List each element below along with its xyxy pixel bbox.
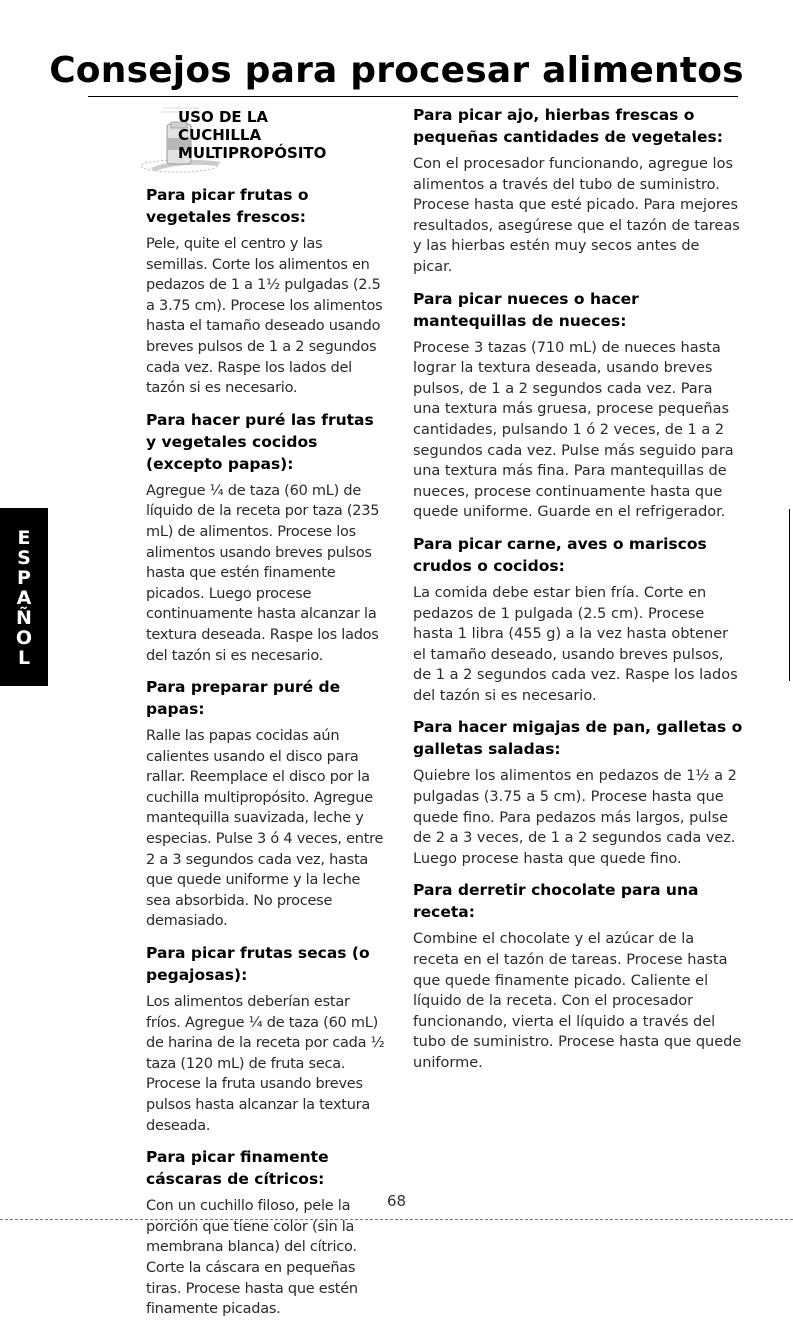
section-heading: Para picar carne, aves o mariscos crudos o cocidos: <box>413 534 707 575</box>
bottom-rule <box>0 1219 793 1220</box>
section-body: Quiebre los alimentos en pedazos de 1½ a 2 pulgadas (3.75 a 5 cm). Procese hasta que quede fino. Para pedazos más largos, pulse de 2 a 3 veces, de 1 a 2 segundos cada vez. Luego procese hasta que quede fino. <box>413 768 737 867</box>
section-body: Combine el chocolate y el azúcar de la receta en el tazón de tareas. Procese hasta que quede finamente picado. Caliente el líquido de la receta. Con el procesador funcionando, vierta el líquido a través del tubo de suministro. Procese hasta que quede uniforme. <box>413 931 742 1071</box>
edge-mark <box>789 509 790 681</box>
section-heading: Para picar nueces o hacer mantequillas de nueces: <box>413 289 639 330</box>
section-heading: Para hacer puré las frutas y vegetales cocidos (excepto papas): <box>146 410 374 473</box>
section-body: Procese 3 tazas (710 mL) de nueces hasta lograr la textura deseada, usando breves pulsos, de 1 a 2 segundos cada vez. Para una textura más gruesa, procese pequeñas cantidades, pulsando 1 ó 2 veces, de 1 a 2 segundos cada vez. Pulse más seguido para una textura más fina. Para mantequillas de nueces, procese continuamente hasta que quede uniforme. Guarde en el refrigerador. <box>413 339 734 521</box>
right-column <box>413 104 743 1084</box>
section-body: Con un cuchillo filoso, pele la porción que tiene color (sin la membrana blanca) del cítrico. Corte la cáscara en pequeñas tiras. Procese hasta que estén finamente picadas. <box>146 1198 358 1318</box>
page-number: 68 <box>386 1192 407 1210</box>
section-heading: Para picar frutas o vegetales frescos: <box>146 186 309 226</box>
section-body: La comida debe estar bien fría. Corte en pedazos de 1 pulgada (2.5 cm). Procese hasta 1 libra (455 g) a la vez hasta obtener el tamaño deseado, usando breves pulsos, de 1 a 2 segundos cada vez. Raspe los lados del tazón si es necesario. <box>413 584 738 704</box>
section-heading: Para picar ajo, hierbas frescas o pequeñas cantidades de vegetales: <box>413 106 723 146</box>
section-heading: Para preparar puré de papas: <box>146 678 341 719</box>
section-body: Pele, quite el centro y las semillas. Corte los alimentos en pedazos de 1 a 1½ pulgadas (2.5 a 3.75 cm). Procese los alimentos hasta el tamaño deseado usando breves pulsos de 1 a 2 segundos cada vez. Raspe los lados del tazón si es necesario. <box>146 236 383 397</box>
title-rule <box>88 96 738 97</box>
section-body: Agregue ¼ de taza (60 mL) de líquido de la receta por taza (235 mL) de alimentos. Procese los alimentos usando breves pulsos hasta que estén finamente picados. Luego procese continuamente hasta alcanzar la textura deseada. Raspe los lados del tazón si es necesario. <box>146 482 380 664</box>
section-body: Ralle las papas cocidas aún calientes usando el disco para rallar. Reemplace el disco por la cuchilla multipropósito. Agregue mantequilla suavizada, leche y especias. Pulse 3 ó 4 veces, entre 2 a 3 segundos cada vez, hasta que quede uniforme y la leche sea absorbida. No procese demasiado. <box>146 728 384 930</box>
left-column <box>146 104 386 1330</box>
section-body: Los alimentos deberían estar fríos. Agregue ¼ de taza (60 mL) de harina de la receta por cada ½ taza (120 mL) de fruta seca. Procese la fruta usando breves pulsos hasta alcanzar la textura deseada. <box>146 994 385 1134</box>
language-tab <box>0 508 48 686</box>
section-heading: Para picar frutas secas (o pegajosas): <box>146 944 370 985</box>
blade-heading-block <box>146 104 386 184</box>
section-heading: Para picar finamente cáscaras de cítricos: <box>146 1148 329 1189</box>
section-body: Con el procesador funcionando, agregue los alimentos a través del tubo de suministro. Procese hasta que esté picado. Para mejores resultados, asegúrese que el tazón de tareas y las hierbas estén muy secos antes de picar. <box>413 156 740 275</box>
blade-title: USO DE LA CUCHILLA MULTIPROPÓSITO <box>178 108 327 162</box>
section-heading: Para derretir chocolate para una receta: <box>413 881 699 922</box>
page-title: Consejos para procesar alimentos <box>49 50 744 91</box>
section-heading: Para hacer migajas de pan, galletas o galletas saladas: <box>413 718 743 759</box>
language-tab-label: ESPAÑOL <box>13 527 35 667</box>
